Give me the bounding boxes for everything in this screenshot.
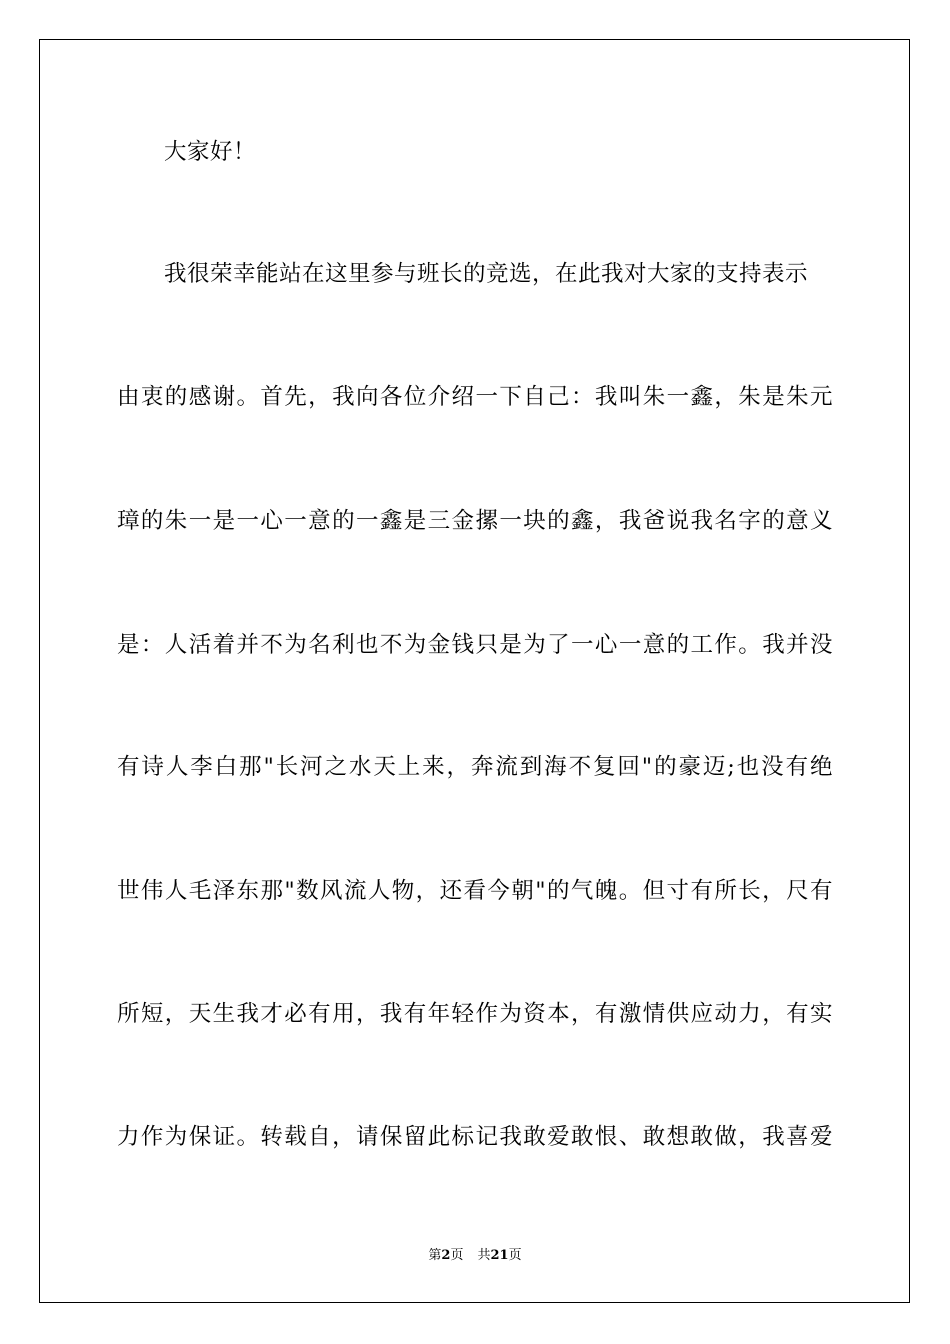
total-pages-indicator: 共21页 [477,1248,522,1263]
paragraph-line-3: 璋的朱一是一心一意的一鑫是三金摞一块的鑫，我爸说我名字的意义 [117,508,833,534]
page-footer [0,1247,950,1265]
paragraph-line-1: 我很荣幸能站在这里参与班长的竞选，在此我对大家的支持表示 [164,261,809,287]
paragraph-line-4: 是：人活着并不为名利也不为金钱只是为了一心一意的工作。我并没 [117,632,833,658]
paragraph-line-8: 力作为保证。转载自，请保留此标记我敢爱敢恨、敢想敢做，我喜爱 [117,1124,833,1150]
paragraph-line-5: 有诗人李白那"长河之水天上来，奔流到海不复回"的豪迈;也没有绝 [117,754,833,780]
page-border [39,39,910,1303]
total-pages: 21 [490,1248,509,1263]
paragraph-line-6: 世伟人毛泽东那"数风流人物，还看今朝"的气魄。但寸有所长，尺有 [117,878,833,904]
paragraph-line-7: 所短，天生我才必有用，我有年轻作为资本，有激情供应动力，有实 [117,1001,833,1027]
page-number: 2 [441,1248,451,1263]
greeting-line: 大家好！ [164,139,257,165]
paragraph-line-2: 由衷的感谢。首先，我向各位介绍一下自己：我叫朱一鑫，朱是朱元 [117,384,833,410]
page-indicator: 第2页 [428,1248,464,1263]
